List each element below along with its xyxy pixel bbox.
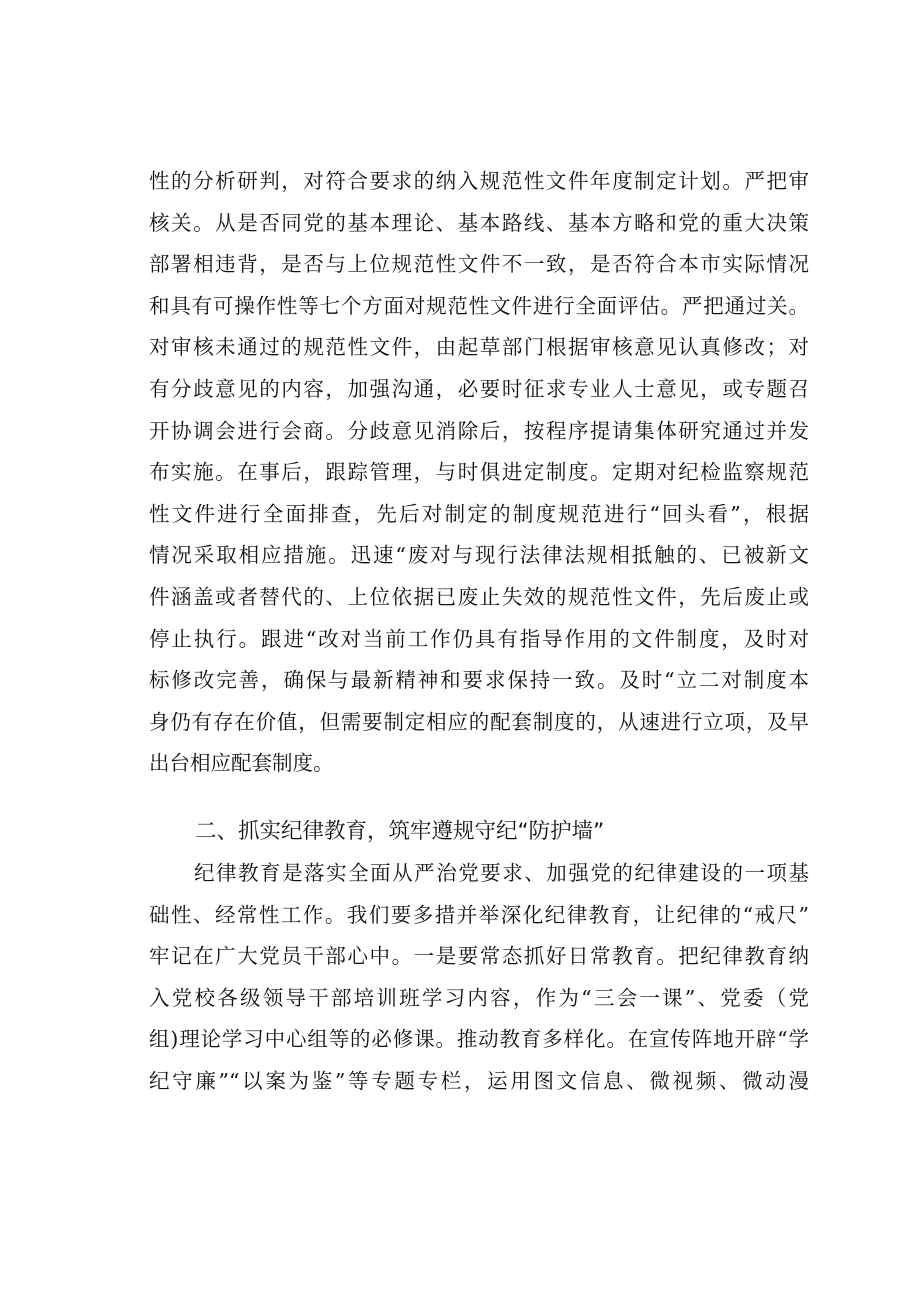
text-line: 牢记在广大党员干部心中。一是要常态抓好日常教育。把纪律教育纳 <box>149 944 809 969</box>
text-line: 入党校各级领导干部培训班学习内容，作为“三会一课”、党委（党 <box>149 985 809 1010</box>
text-line: 件涵盖或者替代的、上位依据已废止失效的规范性文件，先后废止或 <box>149 584 809 609</box>
text-line: 组)理论学习中心组等的必修课。推动教育多样化。在宣传阵地开辟“学 <box>149 1027 809 1052</box>
text-line: 础性、经常性工作。我们要多措并举深化纪律教育，让纪律的“戒尺” <box>149 902 809 927</box>
text-line: 对审核未通过的规范性文件，由起草部门根据审核意见认真修改；对 <box>149 335 809 360</box>
text-line: 核关。从是否同党的基本理论、基本路线、基本方略和党的重大决策 <box>149 210 809 235</box>
text-line: 开协调会进行会商。分歧意见消除后，按程序提请集体研究通过并发 <box>149 418 809 443</box>
text-line: 身仍有存在价值，但需要制定相应的配套制度的，从速进行立项，及早 <box>149 709 809 734</box>
text-line: 停止执行。跟进“改对当前工作仍具有指导作用的文件制度，及时对 <box>149 626 809 651</box>
text-line: 性文件进行全面排查，先后对制定的制度规范进行“回头看”，根据 <box>149 501 809 526</box>
body-paragraph <box>149 853 809 1103</box>
text-line: 性的分析研判，对符合要求的纳入规范性文件年度制定计划。严把审 <box>149 169 809 193</box>
section-heading: 二、抓实纪律教育，筑牢遵规守纪“防护墙” <box>195 819 605 844</box>
text-line: 情况采取相应措施。迅速“废对与现行法律法规相抵触的、已被新文 <box>149 543 809 568</box>
text-line: 布实施。在事后，跟踪管理，与时俱进定制度。定期对纪检监察规范 <box>149 460 809 485</box>
text-line: 出台相应配套制度。 <box>149 751 334 776</box>
text-line: 纪守廉”“以案为鉴”等专题专栏，运用图文信息、微视频、微动漫 <box>149 1068 809 1093</box>
body-paragraph-continuation <box>149 161 809 785</box>
text-line: 和具有可操作性等七个方面对规范性文件进行全面评估。严把通过关。 <box>149 293 809 318</box>
text-line: 部署相违背，是否与上位规范性文件不一致，是否符合本市实际情况 <box>149 252 809 277</box>
text-line: 纪律教育是落实全面从严治党要求、加强党的纪律建设的一项基 <box>194 861 809 885</box>
text-line: 有分歧意见的内容，加强沟通，必要时征求专业人士意见，或专题召 <box>149 376 809 401</box>
text-line: 标修改完善，确保与最新精神和要求保持一致。及时“立二对制度本 <box>149 668 809 693</box>
